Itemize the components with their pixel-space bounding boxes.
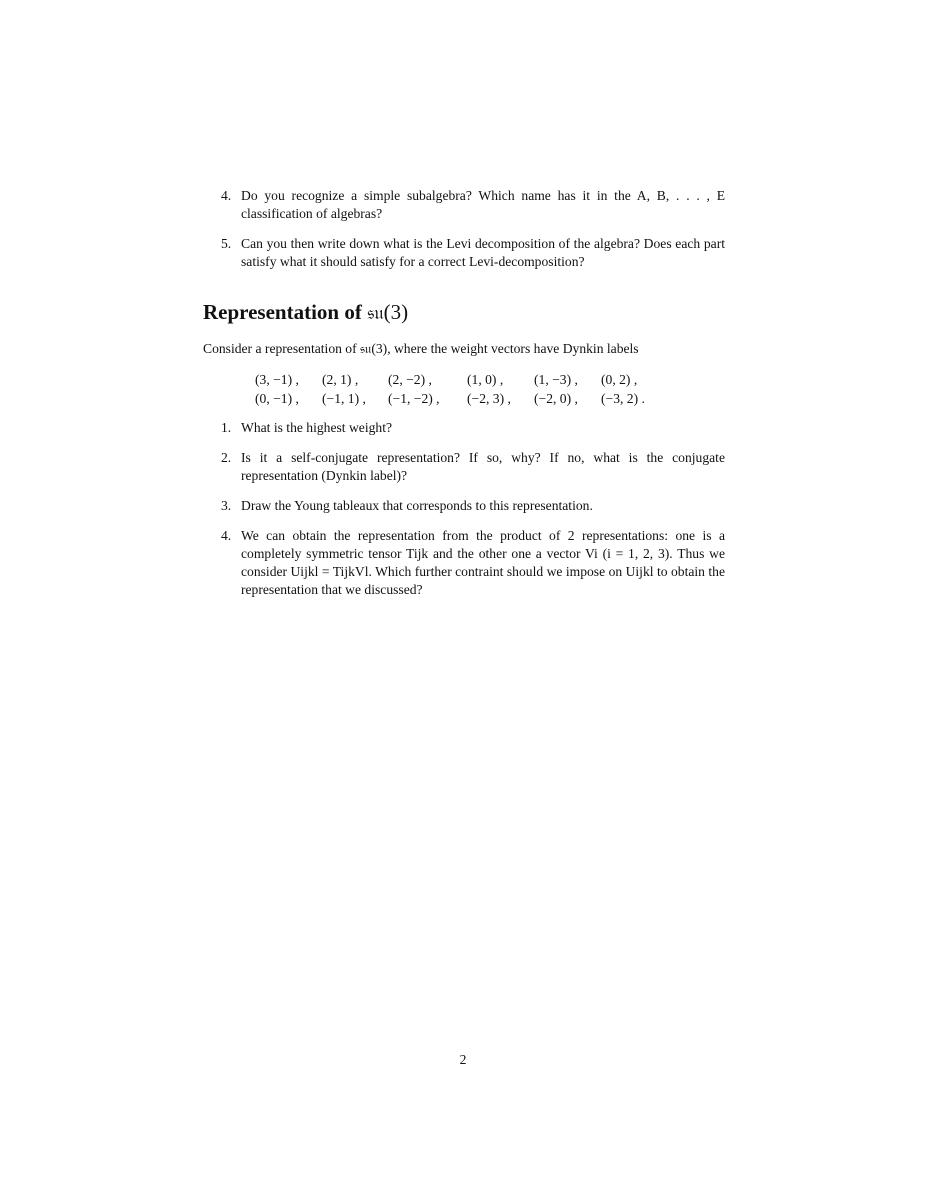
list-item	[203, 527, 725, 599]
weight-row-2	[255, 390, 725, 409]
item-text: What is the highest weight?	[241, 420, 393, 435]
item-text: Can you then write down what is the Levi decomposition of the algebra? Does each part satisfy what it should satisfy for a correct Levi-decomposition?	[241, 236, 725, 269]
item-text: Do you recognize a simple subalgebra? Which name has it in the A, B, . . . , E classification of algebras?	[241, 188, 725, 221]
weight-label: (−1, 1) ,	[322, 391, 366, 406]
list-item	[203, 419, 725, 437]
item-number: 4.	[221, 528, 232, 543]
weight-row-1	[255, 371, 725, 390]
item-number: 1.	[221, 420, 232, 435]
section-title-prefix: Representation of	[203, 300, 368, 324]
list-item	[203, 449, 725, 485]
weight-label: (0, −1) ,	[255, 391, 299, 406]
weight-label: (2, 1) ,	[322, 372, 359, 387]
item-text: Draw the Young tableaux that corresponds to this representation.	[241, 498, 593, 513]
intro-algebra: 𝔰𝔲	[360, 342, 372, 357]
section-title-arg: (3)	[383, 300, 409, 324]
section-heading	[203, 299, 725, 326]
question-list	[203, 419, 725, 599]
list-item	[203, 187, 725, 223]
weight-label: (−1, −2) ,	[388, 391, 440, 406]
intro-after: (3), where the weight vectors have Dynkin labels	[371, 341, 639, 356]
section-intro	[203, 340, 725, 359]
weight-label: (2, −2) ,	[388, 372, 432, 387]
item-number: 4.	[221, 188, 232, 203]
section-title-algebra: 𝔰𝔲	[367, 302, 384, 324]
item-text: Is it a self-conjugate representation? If so, why? If no, what is the conjugate representation (Dynkin label)?	[241, 450, 725, 483]
exercise-list-continued	[203, 187, 725, 271]
weight-label: (1, 0) ,	[467, 372, 504, 387]
item-number: 2.	[221, 450, 232, 465]
intro-before: Consider a representation of	[203, 341, 361, 356]
item-text: We can obtain the representation from the product of 2 representations: one is a completely symmetric tensor Tijk and the other one a vector Vi (i = 1, 2, 3). Thus we consider Uijkl = TijkVl. Which further contraint should we impose on Uijkl to obtain the representation that we discussed?	[241, 528, 725, 597]
weight-label: (−3, 2) .	[601, 391, 645, 406]
list-item	[203, 235, 725, 271]
weight-label: (1, −3) ,	[534, 372, 578, 387]
weight-vectors-display	[255, 371, 725, 409]
page-number: 2	[459, 1052, 467, 1067]
weight-label: (0, 2) ,	[601, 372, 638, 387]
list-item	[203, 497, 725, 515]
page-content	[203, 187, 725, 611]
weight-label: (−2, 3) ,	[467, 391, 511, 406]
weight-label: (−2, 0) ,	[534, 391, 578, 406]
item-number: 3.	[221, 498, 232, 513]
weight-label: (3, −1) ,	[255, 372, 299, 387]
item-number: 5.	[221, 236, 232, 251]
